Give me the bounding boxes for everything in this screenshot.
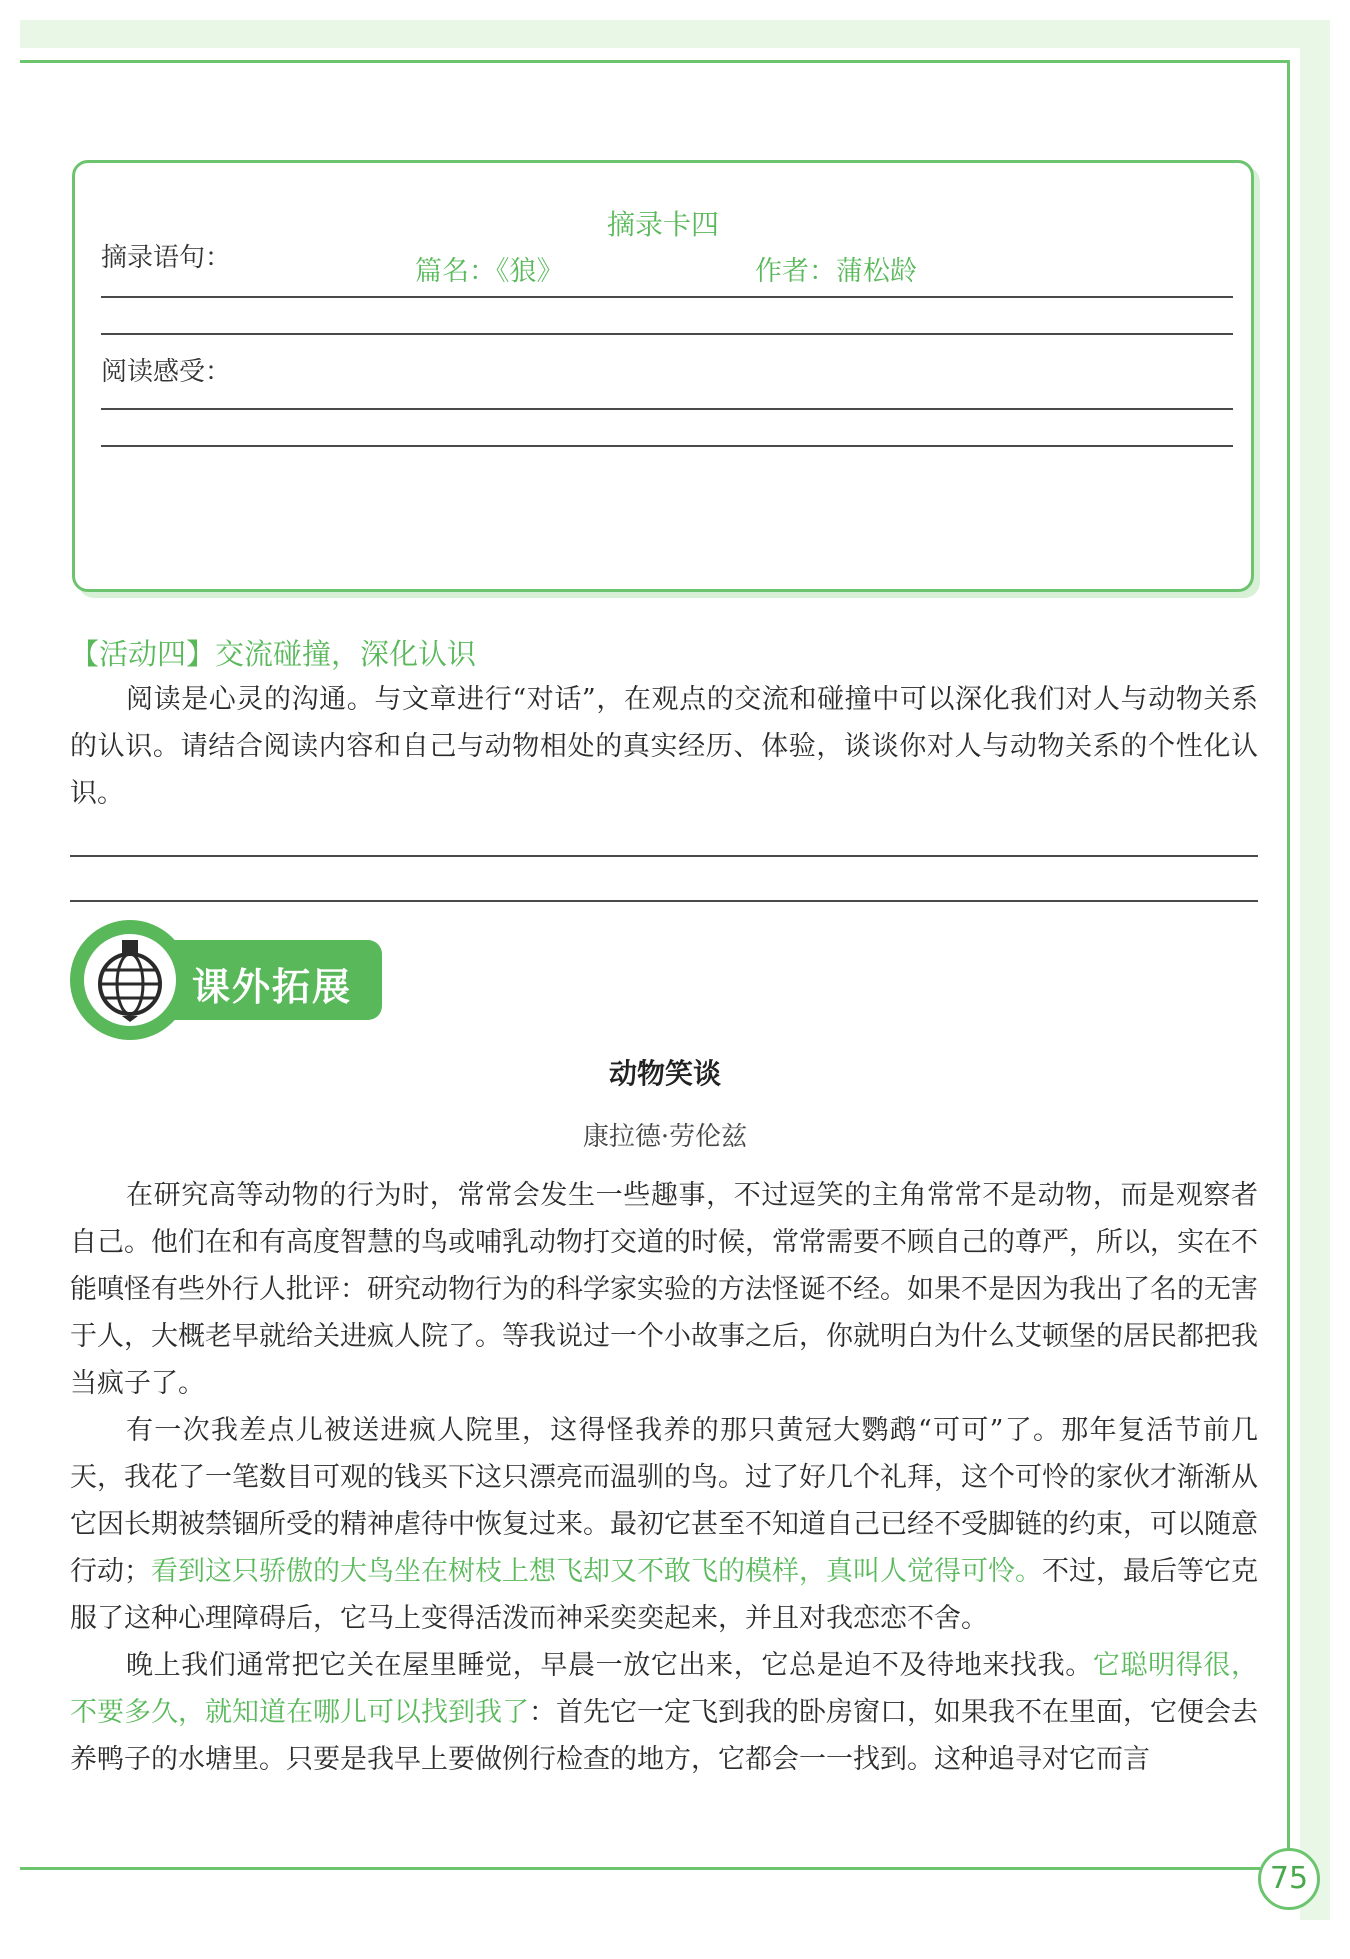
excerpt-label: 摘录语句： bbox=[101, 243, 232, 273]
activity-heading: 【活动四】交流碰撞，深化认识 bbox=[70, 637, 477, 671]
paragraph-2-text-a: 有一次我差点儿被送进疯人院里，这得怪我养的那只黄冠大鹦鹉“可可”了。那年复活节前几天，我花了一笔数目可观的钱买下这只漂亮而温驯的鸟。过了好几个礼拜，这个可怜的家伙才渐渐从它因长期被禁锢所受的精神虐待中恢复过来。最初它甚至不知道自己已经不受脚链的约束，可以随意行动； bbox=[70, 1415, 1258, 1587]
feeling-label: 阅读感受： bbox=[101, 357, 232, 387]
side-decoration-strip bbox=[1300, 20, 1330, 1920]
banner-label: 课外拓展 bbox=[192, 965, 353, 1009]
excerpt-answer-line[interactable] bbox=[101, 333, 1233, 335]
feeling-answer-line[interactable] bbox=[101, 445, 1233, 447]
paragraph-3-text-b: ：首先它一定飞到我的卧房窗口，如果我不在里面，它便会去养鸭子的水塘里。只要是我早上要做例行检查的地方，它都会一一找到。这种追寻对它而言 bbox=[70, 1697, 1258, 1775]
section-banner bbox=[70, 920, 384, 1040]
article-paragraph-2 bbox=[70, 1407, 1258, 1642]
paragraph-3-text-a: 晚上我们通常把它关在屋里睡觉，早晨一放它出来，它总是迫不及待地来找我。 bbox=[126, 1650, 1093, 1681]
article-paragraph-3 bbox=[70, 1642, 1258, 1783]
page-frame-right bbox=[1287, 60, 1290, 1870]
page-frame-top bbox=[20, 60, 1290, 63]
article-paragraph-1: 在研究高等动物的行为时，常常会发生一些趣事，不过逗笑的主角常常不是动物，而是观察者自己。他们在和有高度智慧的鸟或哺乳动物打交道的时候，常常需要不顾自己的尊严，所以，实在不能嗔怪有些外行人批评：研究动物行为的科学家实验的方法怪诞不经。如果不是因为我出了名的无害于人，大概老早就给关进疯人院了。等我说过一个小故事之后，你就明白为什么艾顿堡的居民都把我当疯子了。 bbox=[70, 1180, 1258, 1399]
paragraph-3-highlight: 它聪明得很，不要多久，就知道在哪儿可以找到我了 bbox=[70, 1650, 1258, 1728]
card-piece-name: 篇名：《狼》 bbox=[415, 256, 564, 287]
card-author: 作者：蒲松龄 bbox=[755, 256, 917, 287]
excerpt-answer-line[interactable] bbox=[101, 296, 1233, 298]
page-number: 75 bbox=[1258, 1848, 1320, 1910]
globe-book-icon bbox=[92, 938, 168, 1022]
page-frame-bottom bbox=[20, 1867, 1260, 1870]
article-author: 康拉德·劳伦兹 bbox=[582, 1122, 748, 1152]
paragraph-2-text-b: 不过，最后等它克服了这种心理障碍后，它马上变得活泼而神采奕奕起来，并且对我恋恋不舍。 bbox=[70, 1556, 1258, 1634]
excerpt-card bbox=[72, 160, 1254, 592]
activity-answer-line[interactable] bbox=[70, 900, 1258, 902]
activity-answer-line[interactable] bbox=[70, 855, 1258, 857]
feeling-answer-line[interactable] bbox=[101, 408, 1233, 410]
card-title: 摘录卡四 bbox=[606, 208, 719, 241]
activity-instructions: 阅读是心灵的沟通。与文章进行“对话”，在观点的交流和碰撞中可以深化我们对人与动物关系的认识。请结合阅读内容和自己与动物相处的真实经历、体验，谈谈你对人与动物关系的个性化认识。 bbox=[70, 684, 1258, 809]
top-decoration-strip bbox=[20, 20, 1330, 48]
article-title: 动物笑谈 bbox=[608, 1057, 721, 1090]
paragraph-2-highlight: 看到这只骄傲的大鸟坐在树枝上想飞却又不敢飞的模样，真叫人觉得可怜。 bbox=[151, 1556, 1042, 1587]
